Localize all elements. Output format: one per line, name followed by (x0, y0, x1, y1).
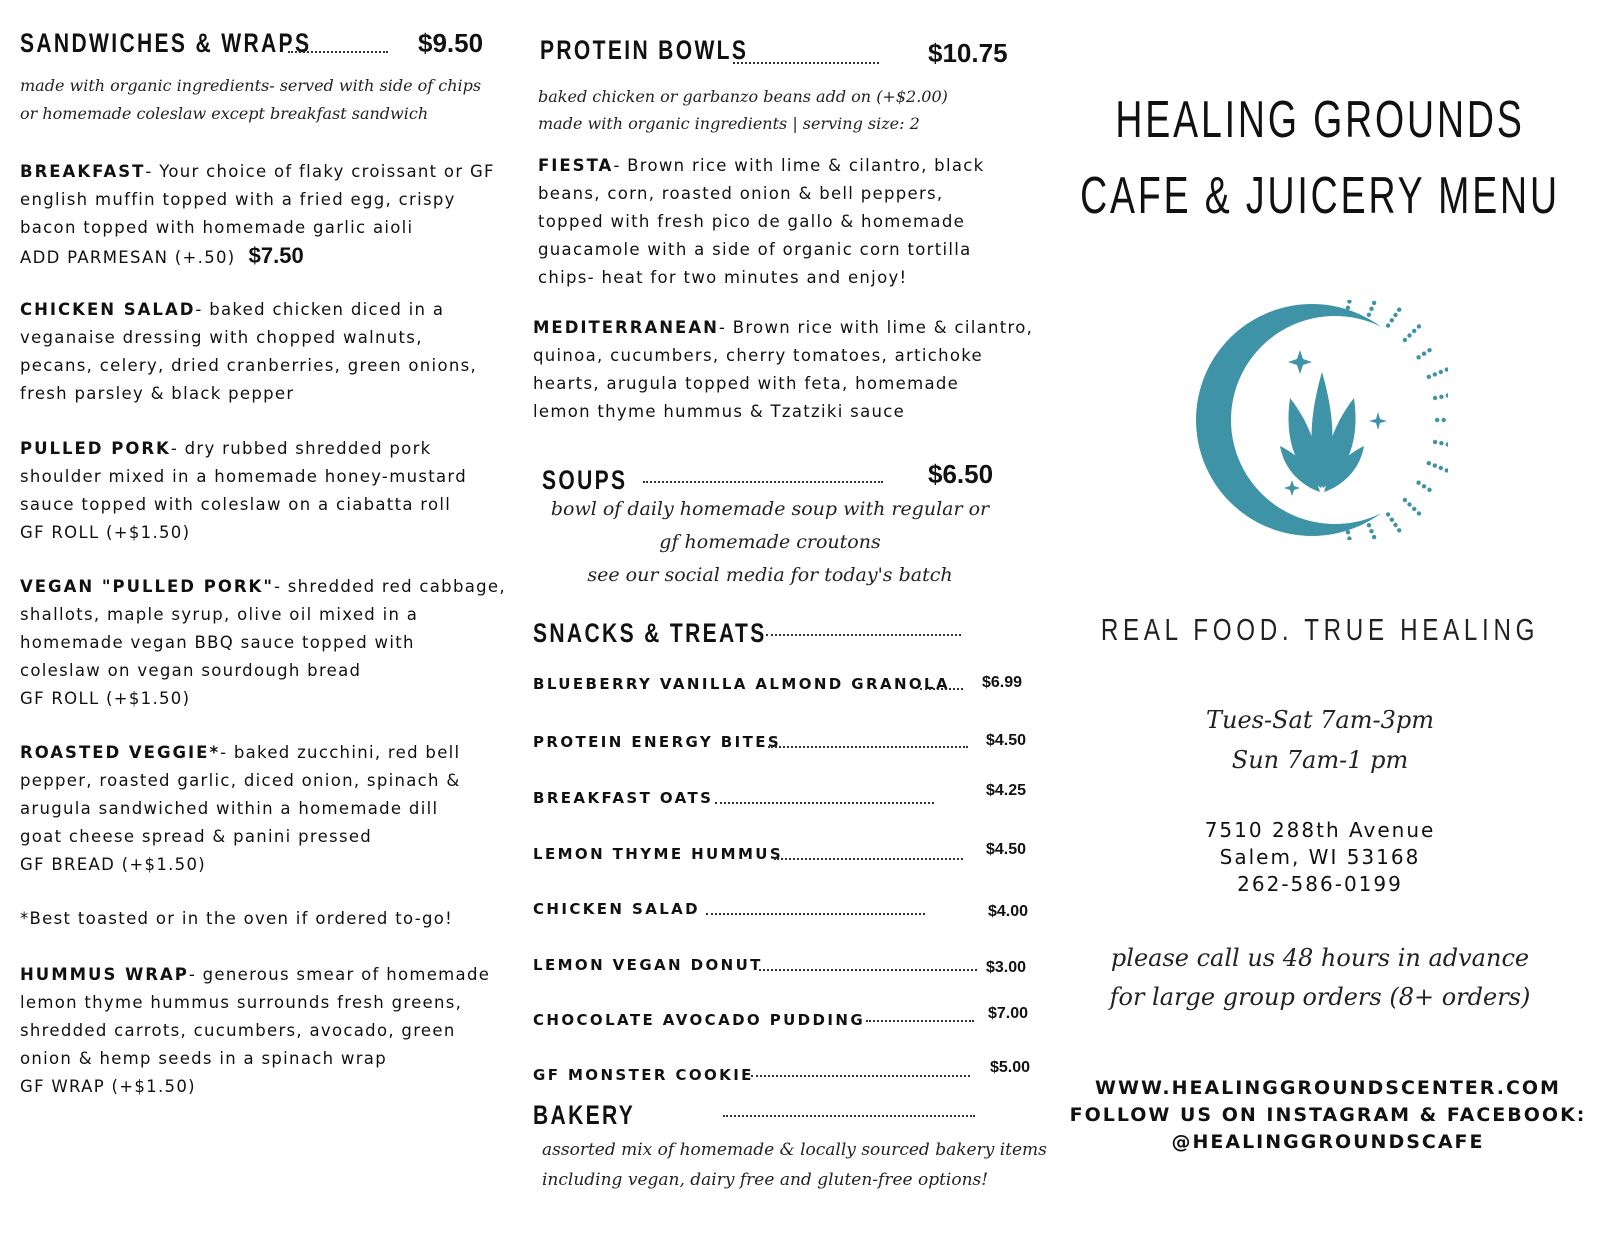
snack-price: $4.25 (986, 782, 1027, 799)
menu-item-hummus-wrap (20, 961, 520, 1101)
item-desc: topped with fresh pico de gallo & homemade (538, 212, 966, 231)
item-extra: GF ROLL (+$1.50) (20, 523, 191, 542)
item-desc: - generous smear of homemade (188, 965, 491, 984)
soups-dot-leader (643, 481, 883, 483)
hours-line-1: Tues-Sat 7am-3pm (1206, 706, 1434, 734)
item-desc: coleslaw on vegan sourdough bread (20, 661, 362, 680)
item-desc: beans, corn, roasted onion & bell peppers, (538, 184, 944, 203)
item-desc: hearts, arugula topped with feta, homemade (533, 374, 960, 393)
snack-name: GF MONSTER COOKIE (533, 1066, 754, 1084)
snack-price: $4.00 (988, 903, 1029, 920)
snack-name: BREAKFAST OATS (533, 789, 714, 807)
moon-leaf-logo-icon (1188, 300, 1448, 540)
snack-price: $4.50 (986, 732, 1027, 749)
item-desc: - Brown rice with lime & cilantro, black (613, 156, 985, 175)
snack-dot-leader (706, 913, 925, 915)
advance-notice-line-1: please call us 48 hours in advance (1110, 944, 1530, 972)
snack-price: $5.00 (990, 1059, 1031, 1076)
soups-note-2: gf homemade croutons (659, 531, 881, 553)
tagline: REAL FOOD. TRUE HEALING (1100, 612, 1540, 647)
item-desc: homemade vegan BBQ sauce topped with (20, 633, 415, 652)
item-extra: GF BREAD (+$1.50) (20, 855, 207, 874)
snack-name: PROTEIN ENERGY BITES (533, 733, 782, 751)
bowls-title: PROTEIN BOWLS (540, 35, 749, 65)
item-extra-price: $7.50 (248, 243, 304, 268)
item-desc: sauce topped with coleslaw on a ciabatta roll (20, 495, 452, 514)
snack-name: LEMON VEGAN DONUT (533, 956, 763, 974)
item-desc: onion & hemp seeds in a spinach wrap (20, 1049, 387, 1068)
bowls-note-2: made with organic ingredients | serving size: 2 (538, 114, 920, 133)
item-desc: quinoa, cucumbers, cherry tomatoes, artichoke (533, 346, 984, 365)
snack-price: $6.99 (982, 674, 1023, 691)
snack-dot-leader (768, 746, 968, 748)
item-extra: ADD PARMESAN (+.50) (20, 248, 236, 267)
item-desc: english muffin topped with a fried egg, crispy (20, 190, 456, 209)
snack-price: $3.00 (986, 959, 1027, 976)
item-name: PULLED PORK (20, 439, 171, 458)
snack-price: $4.50 (986, 841, 1027, 858)
address-line-1: 7510 288th Avenue (1204, 818, 1436, 842)
snack-dot-leader (774, 858, 963, 860)
address-line-2: Salem, WI 53168 (1219, 845, 1421, 869)
item-desc: - Brown rice with lime & cilantro, (718, 318, 1034, 337)
item-desc: goat cheese spread & panini pressed (20, 827, 373, 846)
menu-item-roasted-veggie (20, 739, 520, 879)
sandwiches-note-1: made with organic ingredients- served with side of chips (20, 76, 482, 95)
snack-price: $7.00 (988, 1005, 1029, 1022)
toast-note: *Best toasted or in the oven if ordered to-go! (20, 909, 454, 928)
bowls-note-1: baked chicken or garbanzo beans add on (+$2.00) (538, 87, 948, 106)
snack-dot-leader (715, 802, 934, 804)
item-extra: GF WRAP (+$1.50) (20, 1077, 196, 1096)
menu-item-breakfast (20, 158, 520, 272)
item-desc: - dry rubbed shredded pork (170, 439, 432, 458)
item-desc: guacamole with a side of organic corn tortilla (538, 240, 972, 259)
bowls-price: $10.75 (928, 38, 1008, 68)
sandwiches-title: SANDWICHES & WRAPS (20, 28, 312, 58)
sandwiches-note-2: or homemade coleslaw except breakfast sandwich (20, 104, 429, 123)
sandwiches-price: $9.50 (418, 28, 484, 58)
advance-notice-line-2: for large group orders (8+ orders) (1109, 983, 1531, 1011)
item-desc: lemon thyme hummus surrounds fresh greens, (20, 993, 463, 1012)
social-handle[interactable]: @HEALINGGROUNDSCAFE (1171, 1131, 1485, 1153)
soups-price: $6.50 (928, 459, 994, 489)
snack-dot-leader (866, 1020, 974, 1022)
snack-dot-leader (920, 688, 963, 690)
soups-title: SOUPS (542, 465, 628, 495)
item-name: VEGAN "PULLED PORK" (20, 577, 274, 596)
snack-name: CHICKEN SALAD (533, 900, 701, 918)
item-desc: pecans, celery, dried cranberries, green onions, (20, 356, 478, 375)
sandwiches-dot-leader (288, 51, 388, 53)
snack-name: LEMON THYME HUMMUS (533, 845, 784, 863)
snack-name: CHOCOLATE AVOCADO PUDDING (533, 1011, 866, 1029)
social-follow-text: FOLLOW US ON INSTAGRAM & FACEBOOK: (1069, 1104, 1587, 1126)
snacks-title: SNACKS & TREATS (533, 618, 767, 648)
brand-title-line-1: HEALING GROUNDS (1115, 91, 1525, 149)
item-name: MEDITERRANEAN (533, 318, 719, 337)
item-name: HUMMUS WRAP (20, 965, 189, 984)
soups-note-1: bowl of daily homemade soup with regular or (550, 498, 990, 520)
item-name: CHICKEN SALAD (20, 300, 196, 319)
item-desc: - baked zucchini, red bell (220, 743, 461, 762)
brand-title-line-2: CAFE & JUICERY MENU (1080, 167, 1560, 225)
menu-item-mediterranean (533, 314, 1053, 426)
item-desc: - Your choice of flaky croissant or GF (145, 162, 495, 181)
bowls-dot-leader (733, 62, 879, 64)
bakery-note-2: including vegan, dairy free and gluten-free options! (542, 1170, 989, 1190)
item-desc: - shredded red cabbage, (273, 577, 506, 596)
item-desc: shallots, maple syrup, olive oil mixed in a (20, 605, 419, 624)
item-desc: fresh parsley & black pepper (20, 384, 295, 403)
item-name: ROASTED VEGGIE* (20, 743, 221, 762)
phone-number: 262-586-0199 (1237, 872, 1403, 896)
item-name: FIESTA (538, 156, 614, 175)
snacks-dot-leader (766, 634, 961, 636)
soups-note-3: see our social media for today's batch (587, 564, 953, 586)
bakery-dot-leader (723, 1115, 975, 1117)
snack-dot-leader (751, 1075, 970, 1077)
item-desc: shoulder mixed in a homemade honey-mustard (20, 467, 467, 486)
website-link[interactable]: WWW.HEALINGGROUNDSCENTER.COM (1095, 1077, 1561, 1099)
item-desc: pepper, roasted garlic, diced onion, spinach & (20, 771, 461, 790)
item-name: BREAKFAST (20, 162, 146, 181)
snack-dot-leader (759, 969, 977, 971)
menu-item-vegan-pulled-pork (20, 573, 520, 713)
item-desc: - baked chicken diced in a (195, 300, 445, 319)
snack-name: BLUEBERRY VANILLA ALMOND GRANOLA (533, 675, 951, 693)
item-desc: lemon thyme hummus & Tzatziki sauce (533, 402, 906, 421)
hours-line-2: Sun 7am-1 pm (1231, 746, 1409, 774)
menu-item-pulled-pork (20, 435, 520, 547)
item-desc: veganaise dressing with chopped walnuts, (20, 328, 423, 347)
bakery-title: BAKERY (533, 1100, 636, 1130)
item-desc: bacon topped with homemade garlic aioli (20, 218, 414, 237)
item-desc: shredded carrots, cucumbers, avocado, green (20, 1021, 456, 1040)
item-desc: arugula sandwiched within a homemade dill (20, 799, 439, 818)
menu-item-fiesta (538, 152, 1038, 292)
bakery-note-1: assorted mix of homemade & locally sourced bakery items (542, 1140, 1047, 1160)
item-desc: chips- heat for two minutes and enjoy! (538, 268, 908, 287)
menu-item-chicken-salad (20, 296, 520, 408)
item-extra: GF ROLL (+$1.50) (20, 689, 191, 708)
